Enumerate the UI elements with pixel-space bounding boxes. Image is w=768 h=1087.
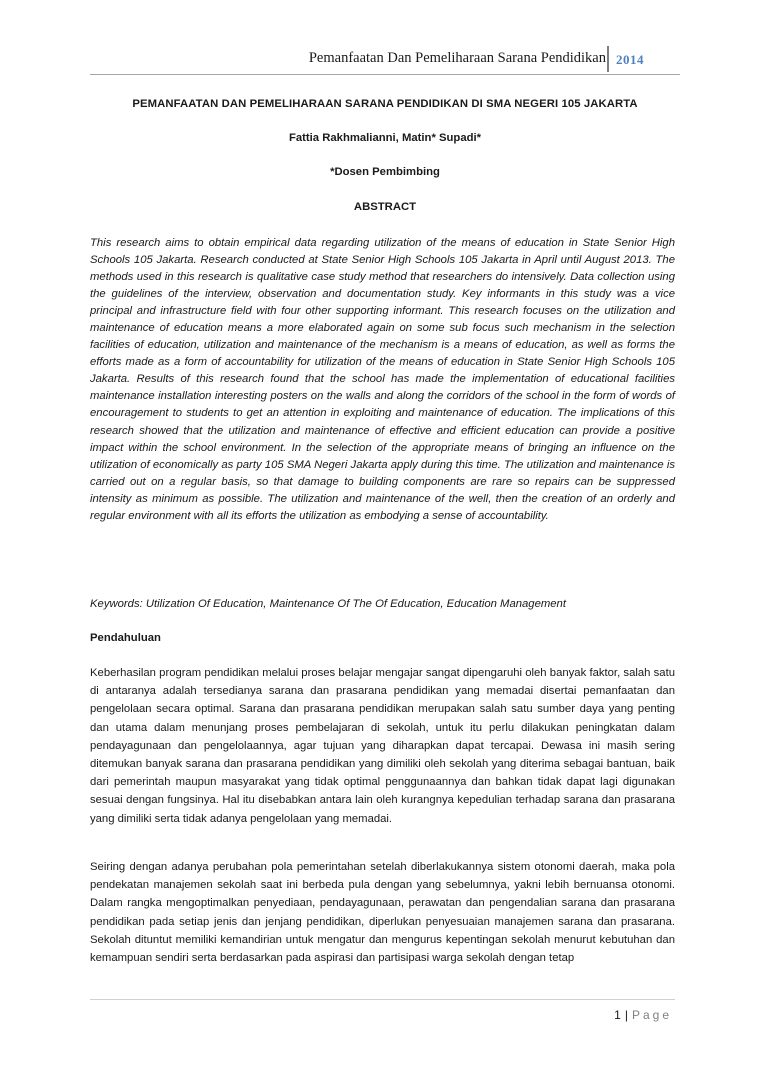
page-label: Page	[631, 1008, 672, 1022]
page-footer	[614, 1008, 672, 1022]
paper-title: PEMANFAATAN DAN PEMELIHARAAN SARANA PENDIDIKAN DI SMA NEGERI 105 JAKARTA	[132, 98, 638, 110]
body-paragraph-1: Keberhasilan program pendidikan melalui proses belajar mengajar sangat dipengaruhi oleh banyak faktor, salah satu di antaranya adalah tersedianya sarana dan prasarana pendidikan yang memadai disertai pemanfaatan dan pengelolaan secara optimal. Sarana dan prasarana pendidikan merupakan salah satu sumber daya yang penting dan utama dalam menunjang proses pembelajaran di sekolah, untuk itu perlu dilakukan peningkatan dalam pendayagunaan dan pengelolaannya, agar tujuan yang diharapkan dapat tercapai. Dewasa ini masih sering ditemukan banyak sarana dan prasarana pendidikan yang dimiliki oleh sekolah yang diterima sebagai bantuan, baik dari pemerintah maupun masyarakat yang tidak optimal penggunaannya dan bahkan tidak dapat lagi digunakan sesuai dengan fungsinya. Hal itu disebabkan antara lain oleh kurangnya kepedulian terhadap sarana dan prasarana yang dimiliki serta tidak adanya pengelolaan yang memadai.	[90, 667, 675, 825]
header-year: 2014	[616, 52, 644, 67]
supervisor-note: *Dosen Pembimbing	[330, 166, 440, 178]
header-title: Pemanfaatan Dan Pemeliharaan Sarana Pendidikan	[308, 50, 606, 66]
section-heading: Pendahuluan	[90, 632, 161, 644]
abstract-heading: ABSTRACT	[353, 201, 417, 213]
page-number: 1	[614, 1008, 621, 1022]
footer-separator: |	[624, 1008, 628, 1022]
abstract-text: This research aims to obtain empirical data regarding utilization of the means of education in State Senior High Schools 105 Jakarta. Research conducted at State Senior High Schools 105 Jakarta in April until August 2013. The methods used in this research is qualitative case study method that researchers do intensively. Data collection using the guidelines of the interview, observation and documentation study. Key informants in this study was a vice principal and infrastructure field with four other supporting informant. This research focuses on the utilization and maintenance of education means a more elaborated again on some sub focus such mechanism in the selection facilities of education, utilization and maintenance of the mechanism is a means of education, as well as forms the efforts made as a form of accountability for utilization of the means of education in State Senior High Schools 105 Jakarta. Results of this research found that the school has made the implementation of educational facilities maintenance installation interesting posters on the walls and along the corridors of the school in the form of words of encouragement to students to get an attention in exploiting and maintenance of education. The implications of this research showed that the utilization and maintenance of effective and efficient education can provide a positive impact within the school environment. In the selection of the appropriate means of bringing an influence on the utilization of economically as party 105 SMA Negeri Jakarta apply during this time. The utilization and maintenance is carried out on a regular basis, so that damage to building components are rare so repairs can be suppressed intensity as minimum as possible. The utilization and maintenance of the well, then the creation of an orderly and regular environment with all its efforts the utilization as embodying a sense of accountability.	[90, 237, 675, 522]
body-paragraph-2: Seiring dengan adanya perubahan pola pemerintahan setelah diberlakukannya sistem otonomi daerah, maka pola pendekatan manajemen sekolah saat ini berbeda pula dengan yang sebelumnya, yakni lebih bernuansa otonomi. Dalam rangka mengoptimalkan penyediaan, pendayagunaan, perawatan dan pengendalian sarana dan prasarana pendidikan pada setiap jenis dan jenjang pendidikan, diperlukan penyesuaian manajemen sarana dan prasarana. Sekolah dituntut memiliki kemandirian untuk mengatur dan mengurus kepentingan sekolah menurut kebutuhan dan kemampuan sendiri serta berdasarkan pada aspirasi dan partisipasi warga sekolah dengan tetap	[90, 861, 675, 965]
paper-authors: Fattia Rakhmalianni, Matin* Supadi*	[288, 132, 482, 144]
keywords: Keywords: Utilization Of Education, Maintenance Of The Of Education, Education Management	[90, 598, 566, 610]
footer-rule	[90, 999, 675, 1000]
header-separator	[607, 46, 609, 72]
header-rule	[90, 74, 680, 75]
running-header	[90, 46, 680, 76]
